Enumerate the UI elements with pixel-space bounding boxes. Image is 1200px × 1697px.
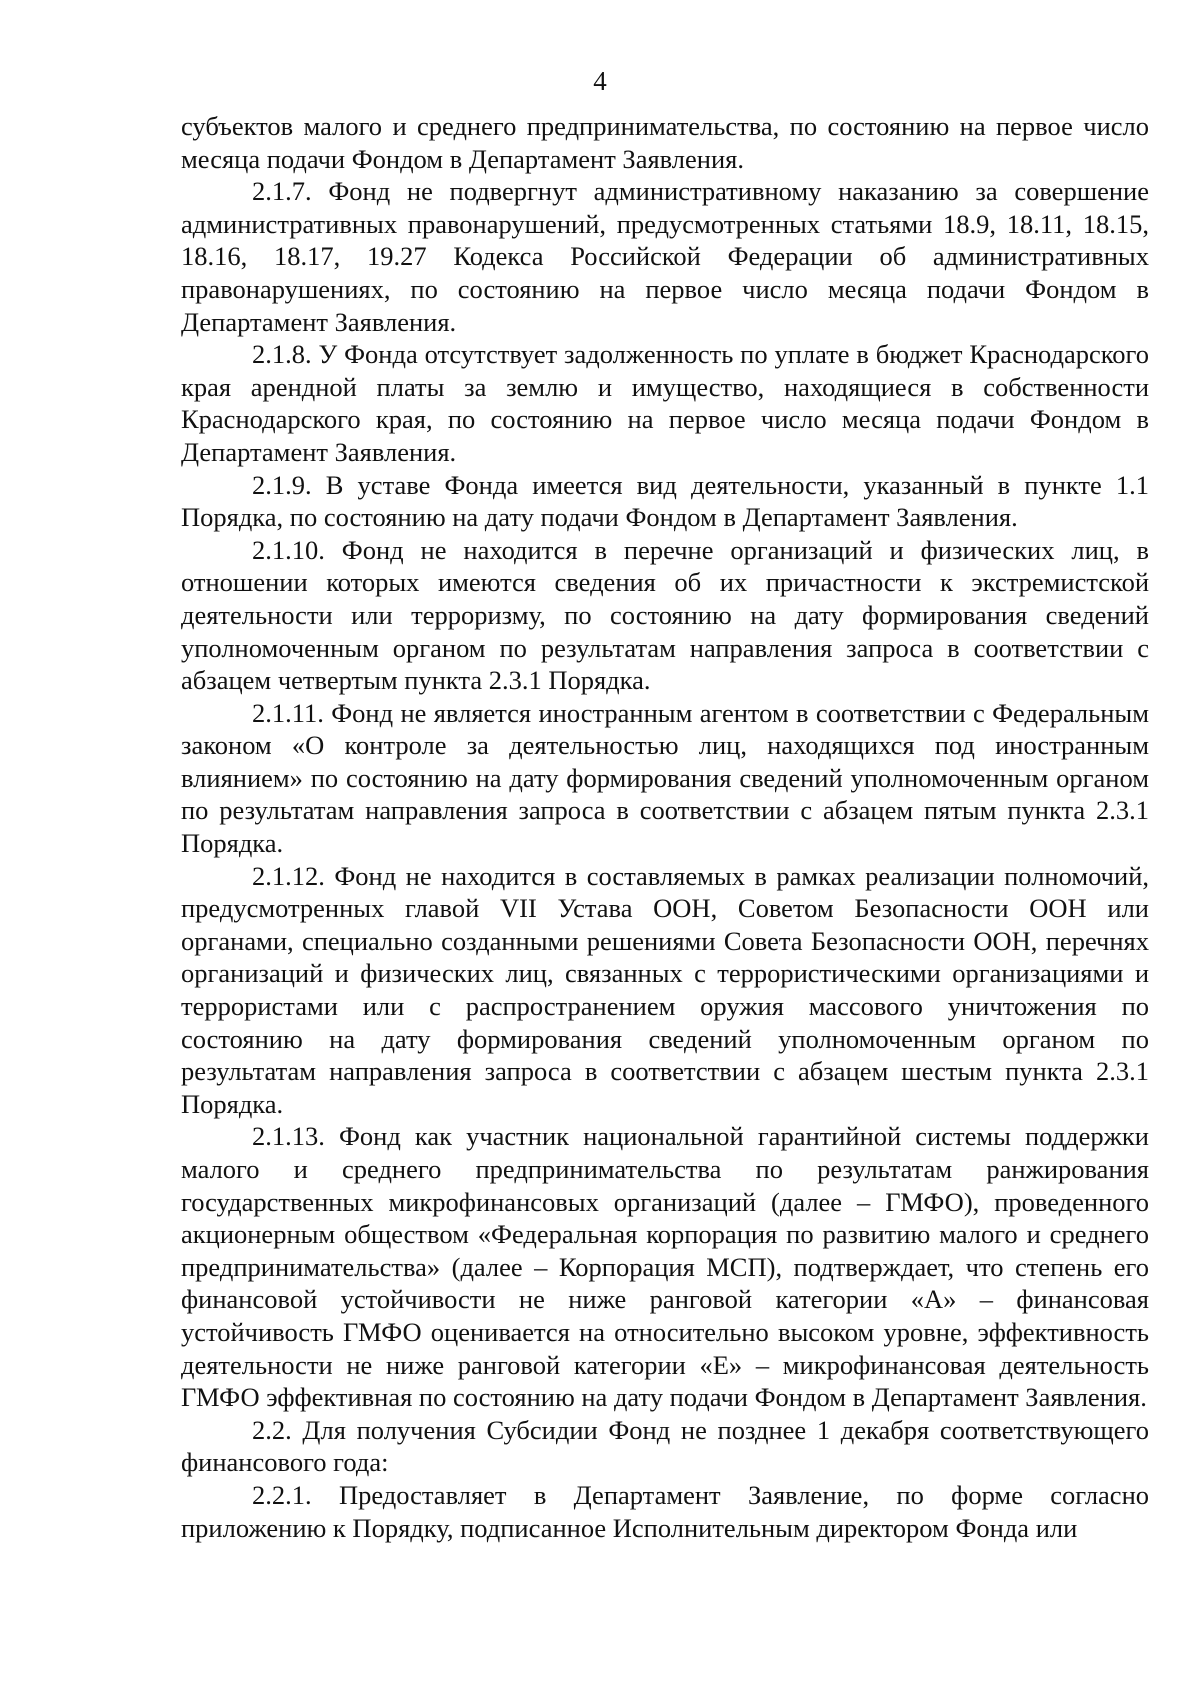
page-number: 4 [593,66,607,96]
paragraph: 2.1.8. У Фонда отсутствует задолженность по уплате в бюджет Краснодарского края арендной платы за землю и имущество, находящиеся в собственности Краснодарского края, по состоянию на первое число месяца подачи Фондом в Департамент Заявления. [181,339,1149,467]
document-body [181,110,1149,1544]
paragraph: 2.2.1. Предоставляет в Департамент Заявление, по форме согласно приложению к Порядку, подписанное Исполнительным директором Фонда или [181,1479,1149,1543]
paragraph: 2.2. Для получения Субсидии Фонд не позднее 1 декабря соответствующего финансового года: [181,1414,1149,1478]
paragraph: 2.1.10. Фонд не находится в перечне организаций и физических лиц, в отношении которых имеются сведения об их причастности к экстремистской деятельности или терроризму, по состоянию на дату формирования сведений уполномоченным органом по результатам направления запроса в соответствии с абзацем четвертым пункта 2.3.1 Порядка. [181,534,1149,696]
paragraph: субъектов малого и среднего предпринимательства, по состоянию на первое число месяца подачи Фондом в Департамент Заявления. [181,111,1149,174]
paragraph: 2.1.11. Фонд не является иностранным агентом в соответствии с Федеральным законом «О контроле за деятельностью лиц, находящихся под иностранным влиянием» по состоянию на дату формирования сведений уполномоченным органом по результатам направления запроса в соответствии с абзацем пятым пункта 2.3.1 Порядка. [181,697,1149,859]
paragraph: 2.1.9. В уставе Фонда имеется вид деятельности, указанный в пункте 1.1 Порядка, по состоянию на дату подачи Фондом в Департамент Заявления. [181,469,1149,533]
paragraph: 2.1.12. Фонд не находится в составляемых в рамках реализации полномочий, предусмотренных главой VII Устава ООН, Советом Безопасности ООН или органами, специально созданными решениями Совета Безопасности ООН, перечнях организаций и физических лиц, связанных с террористическими организациями и террористами или с распространением оружия массового уничтожения по состоянию на дату формирования сведений уполномоченным органом по результатам направления запроса в соответствии с абзацем шестым пункта 2.3.1 Порядка. [181,860,1149,1119]
paragraph: 2.1.7. Фонд не подвергнут административному наказанию за совершение административных правонарушений, предусмотренных статьями 18.9, 18.11, 18.15, 18.16, 18.17, 19.27 Кодекса Российской Федерации об административных правонарушениях, по состоянию на первое число месяца подачи Фондом в Департамент Заявления. [181,176,1149,337]
paragraph: 2.1.13. Фонд как участник национальной гарантийной системы поддержки малого и среднего предпринимательства по результатам ранжирования государственных микрофинансовых организаций (далее – ГМФО), проведенного акционерным обществом «Федеральная корпорация по развитию малого и среднего предпринимательства» (далее – Корпорация МСП), подтверждает, что степень его финансовой устойчивости не ниже ранговой категории «А» – финансовая устойчивость ГМФО оценивается на относительно высоком уровне, эффективность деятельности не ниже ранговой категории «Е» – микрофинансовая деятельность ГМФО эффективная по состоянию на дату подачи Фондом в Департамент Заявления. [181,1121,1149,1413]
